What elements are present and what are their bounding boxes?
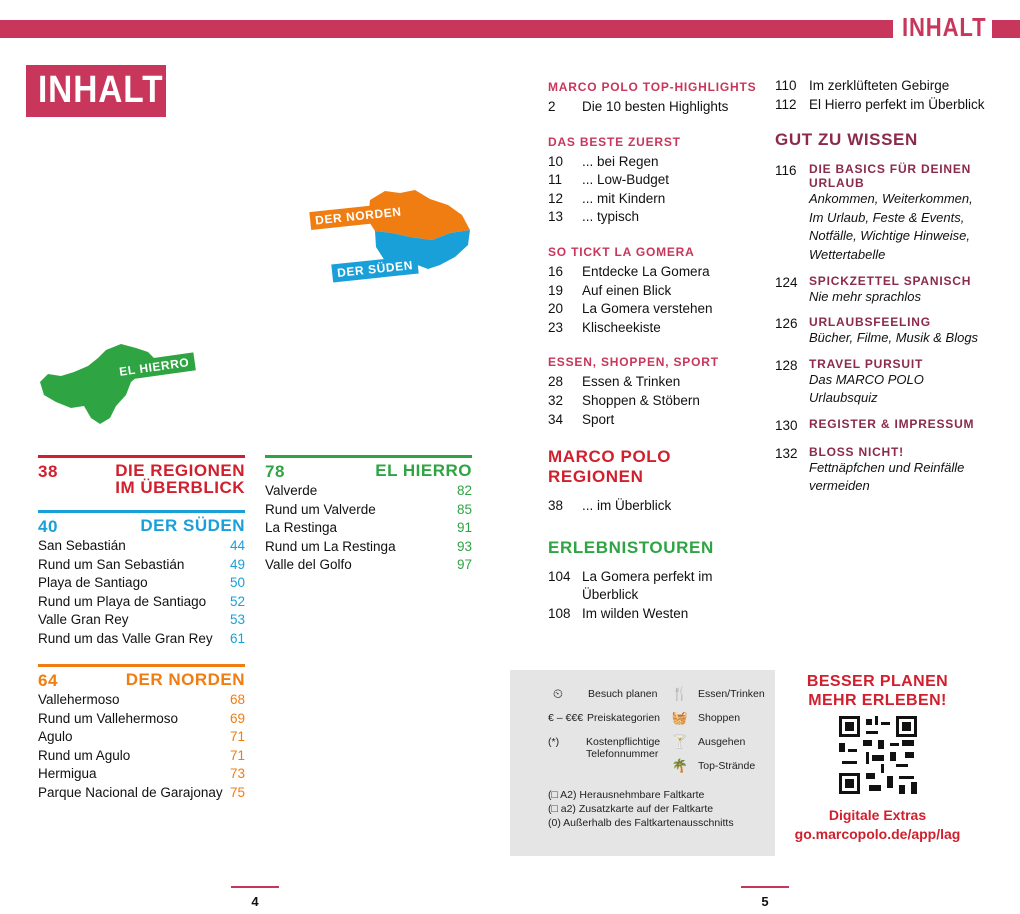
toc-entry (775, 357, 990, 408)
toc-entry-page: 38 (548, 498, 564, 514)
toc-section-title: MARCO POLO TOP-HIGHLIGHTS (548, 80, 757, 94)
clock-icon: ⏲ (552, 686, 564, 701)
toc-entry (548, 300, 763, 319)
toc-section-title: SO TICKT LA GOMERA (548, 244, 695, 259)
entry-page: 71 (229, 729, 245, 745)
toc-entry-page: 34 (548, 411, 564, 427)
toc-entry-desc: Nie mehr sprachlos (809, 288, 921, 304)
palm-icon: 🌴 (671, 758, 689, 773)
entry-name: Valle Gran Rey (38, 612, 129, 628)
entry-name: Valle del Golfo (265, 557, 352, 573)
toc-entry (548, 171, 763, 190)
toc-entry-title: La Gomera verstehen (582, 301, 713, 317)
legend-out: Ausgehen (698, 736, 746, 748)
entry-name: Rund um das Valle Gran Rey (38, 630, 213, 646)
toc-entry-title: TRAVEL PURSUIT (809, 356, 924, 371)
toc-section-title: DAS BESTE ZUERST (548, 134, 681, 149)
legend-tel: Kostenpflichtige Telefonnummer (586, 736, 661, 760)
page-title: INHALT (26, 65, 166, 117)
legend-tel-symbol: (*) (548, 736, 560, 748)
digital-extras (780, 672, 975, 844)
toc-entry-page: 19 (548, 282, 564, 298)
toc-entry-desc: Bücher, Filme, Musik & Blogs (809, 330, 979, 346)
el-hierro-map (36, 340, 196, 430)
toc-entry-page: 12 (548, 190, 564, 206)
toc-entry (548, 190, 763, 209)
page-number-right: 5 (741, 886, 789, 909)
entry-page: 85 (456, 501, 472, 517)
entry-name: Rund um La Restinga (265, 538, 396, 554)
toc-entry-page: 108 (548, 605, 571, 621)
region-entry (265, 519, 472, 538)
toc-entry-page: 132 (775, 445, 798, 461)
toc-entry-title: Auf einen Blick (582, 282, 672, 298)
entry-name: Rund um San Sebastián (38, 556, 185, 572)
toc-entry-title: Essen & Trinken (582, 374, 681, 390)
entry-page: 52 (229, 593, 245, 609)
toc-entry-desc: Fettnäpfchen und Reinfälle vermeiden (809, 459, 965, 494)
toc-entry-title: ... typisch (582, 209, 640, 225)
toc-entry (775, 162, 990, 264)
toc-entry-title: REGISTER & IMPRESSUM (809, 416, 975, 431)
region-entry (265, 501, 472, 520)
toc-entry (548, 98, 763, 117)
entry-name: Hermigua (38, 766, 97, 782)
toc-entry-page: 11 (548, 172, 563, 188)
region-entry (38, 630, 245, 649)
toc-entry-title: DIE BASICS FÜR DEINEN URLAUB (809, 162, 972, 191)
entry-page: 97 (456, 557, 472, 573)
toc-entry-page: 128 (775, 357, 798, 373)
entry-page: 53 (229, 612, 245, 628)
toc-section-title: ESSEN, SHOPPEN, SPORT (548, 355, 719, 370)
toc-entry-title: Im zerklüfteten Gebirge (809, 78, 950, 93)
toc-section-title: MARCO POLO REGIONEN (548, 447, 672, 487)
region-entry (265, 482, 472, 501)
toc-entry-title: ... bei Regen (582, 153, 659, 169)
map-label-hierro: EL HIERRO (113, 352, 195, 381)
region-north: 64 DER NORDEN Vallehermoso 68 Rund um Vallehermoso 69 Agulo 71 Rund um Agulo 71 Hermigua 73 Parque Nacional de Garajonay 75 (38, 664, 245, 803)
toc-entry (548, 568, 763, 605)
toc-section-title: GUT ZU WISSEN (775, 130, 918, 150)
toc-entry-page: 28 (548, 374, 564, 390)
legend-box (510, 670, 775, 856)
page-number-left: 4 (231, 886, 279, 909)
toc-column-1 (548, 80, 763, 624)
toc-entry-page: 104 (548, 568, 571, 584)
region-entry (38, 728, 245, 747)
toc-entry-title: URLAUBSFEELING (809, 315, 931, 330)
toc-entry-page: 116 (775, 163, 797, 179)
entry-name: San Sebastián (38, 538, 126, 553)
entry-page: 93 (456, 538, 472, 554)
toc-entry-title: SPICKZETTEL SPANISCH (809, 273, 972, 288)
cocktail-icon: 🍸 (671, 734, 689, 749)
entry-name: Rund um Agulo (38, 747, 131, 763)
legend-beach: Top-Strände (698, 760, 756, 772)
region-entry (38, 765, 245, 784)
toc-entry (548, 319, 763, 338)
entry-page: 61 (229, 630, 245, 646)
region-entry (38, 611, 245, 630)
legend-price-symbol: € – €€€ (548, 712, 584, 724)
entry-page: 75 (229, 784, 245, 800)
map-label-south: DER SÜDEN (331, 256, 418, 283)
toc-entry-title: ... mit Kindern (582, 190, 666, 206)
toc-entry-page: 20 (548, 301, 564, 317)
entry-page: 44 (229, 538, 245, 553)
toc-entry-title: BLOSS NICHT! (809, 444, 904, 459)
region-south: 40 DER SÜDEN San Sebastián 44 Rund um San Sebastián 49 Playa de Santiago 50 Rund um Playa de Santiago 52 Valle Gran Rey 53 Rund um das Valle Gran Rey 61 (38, 510, 245, 649)
toc-entry (548, 373, 763, 392)
toc-entry-page: 2 (548, 99, 556, 114)
toc-entry (548, 392, 763, 411)
toc-entry-desc: Das MARCO POLO Urlaubsquiz (809, 371, 924, 406)
entry-page: 82 (456, 483, 472, 498)
toc-entry-title: ... Low-Budget (582, 172, 670, 188)
toc-entry (548, 153, 763, 172)
toc-entry-title: Im wilden Westen (582, 605, 689, 621)
legend-price: Preiskategorien (587, 712, 661, 724)
toc-entry-title: Sport (582, 411, 615, 427)
toc-entry (548, 497, 763, 516)
toc-entry-title: Klischeekiste (582, 319, 661, 335)
region-entry (38, 537, 245, 556)
toc-entry-page: 126 (775, 316, 798, 332)
extras-head-2: MEHR ERLEBEN! (808, 692, 947, 709)
basket-icon: 🧺 (671, 710, 689, 725)
region-entry (265, 556, 472, 575)
toc-entry-page: 16 (548, 263, 564, 279)
toc-entry-page: 10 (548, 153, 564, 169)
toc-entry-desc: Ankommen, Weiterkommen, Im Urlaub, Feste & Events, Notfälle, Wichtige Hinweise, Wettertabelle (809, 191, 973, 262)
region-entry (38, 710, 245, 729)
region-entry (38, 574, 245, 593)
region-entry (38, 784, 245, 803)
extras-url[interactable]: go.marcopolo.de/app/lag (794, 826, 961, 842)
cutlery-icon: 🍴 (671, 686, 689, 701)
entry-page: 91 (456, 520, 472, 536)
entry-page: 50 (229, 575, 245, 591)
region-entry (38, 593, 245, 612)
entry-page: 73 (229, 766, 245, 782)
toc-entry (548, 411, 763, 430)
legend-map2: (□ a2) Zusatzkarte auf der Faltkarte (548, 803, 714, 815)
header-title: INHALT (902, 12, 987, 42)
entry-page: 68 (229, 692, 245, 707)
toc-entry (775, 96, 990, 115)
entry-name: Agulo (38, 729, 73, 745)
toc-entry (775, 77, 990, 96)
toc-entry (548, 605, 763, 624)
entry-page: 71 (229, 747, 245, 763)
toc-entry-page: 13 (548, 209, 564, 225)
extras-head-1: BESSER PLANEN (806, 673, 949, 690)
legend-map1: (□ A2) Herausnehmbare Faltkarte (548, 789, 705, 801)
toc-entry-page: 32 (548, 392, 564, 408)
legend-shop: Shoppen (698, 712, 741, 724)
toc-column-2 (775, 77, 990, 505)
toc-entry (775, 315, 990, 348)
region-overview-title: DIE REGIONEN IM ÜBERBLICK (115, 461, 245, 497)
entry-name: Rund um Vallehermoso (38, 710, 179, 726)
toc-entry (775, 274, 990, 307)
toc-entry (548, 282, 763, 301)
toc-entry (548, 263, 763, 282)
toc-entry-page: 110 (775, 78, 797, 93)
region-entry (38, 556, 245, 575)
toc-entry-title: Entdecke La Gomera (582, 263, 710, 279)
entry-name: Valverde (265, 483, 318, 498)
entry-name: Vallehermoso (38, 692, 120, 707)
toc-entry (775, 417, 990, 436)
entry-name: La Restinga (265, 520, 338, 536)
header-bar (0, 20, 1020, 38)
toc-entry-page: 23 (548, 319, 564, 335)
legend-eat: Essen/Trinken (698, 688, 765, 700)
toc-entry-page: 124 (775, 274, 798, 290)
qr-code-icon[interactable] (839, 716, 917, 794)
legend-visit: Besuch planen (588, 688, 658, 700)
toc-entry (775, 445, 990, 496)
extras-label: Digitale Extras (828, 807, 927, 823)
toc-entry (548, 208, 763, 227)
toc-entry-title: La Gomera perfekt im Überblick (582, 568, 713, 603)
legend-map3: (0) Außerhalb des Faltkartenausschnitts (548, 817, 734, 829)
toc-entry-page: 112 (775, 96, 797, 112)
region-overview: 38 DIE REGIONEN IM ÜBERBLICK (38, 455, 245, 496)
toc-entry-title: ... im Überblick (582, 498, 672, 514)
entry-name: Rund um Valverde (265, 501, 376, 517)
region-entry (38, 691, 245, 710)
region-hierro: 78 EL HIERRO Valverde 82 Rund um Valverde 85 La Restinga 91 Rund um La Restinga 93 Valle del Golfo 97 (265, 455, 472, 575)
entry-name: Playa de Santiago (38, 575, 148, 591)
toc-entry-page: 130 (775, 417, 798, 433)
entry-page: 69 (229, 710, 245, 726)
toc-entry-title: El Hierro perfekt im Überblick (809, 96, 985, 112)
entry-page: 49 (229, 556, 245, 572)
region-entry (265, 538, 472, 557)
entry-name: Rund um Playa de Santiago (38, 593, 207, 609)
entry-name: Parque Nacional de Garajonay (38, 784, 223, 800)
toc-entry-title: Die 10 besten Highlights (582, 99, 729, 114)
map-label-north: DER NORDEN (309, 202, 407, 230)
toc-entry-title: Shoppen & Stöbern (582, 392, 700, 408)
region-entry (38, 747, 245, 766)
toc-section-title: ERLEBNISTOUREN (548, 537, 714, 557)
